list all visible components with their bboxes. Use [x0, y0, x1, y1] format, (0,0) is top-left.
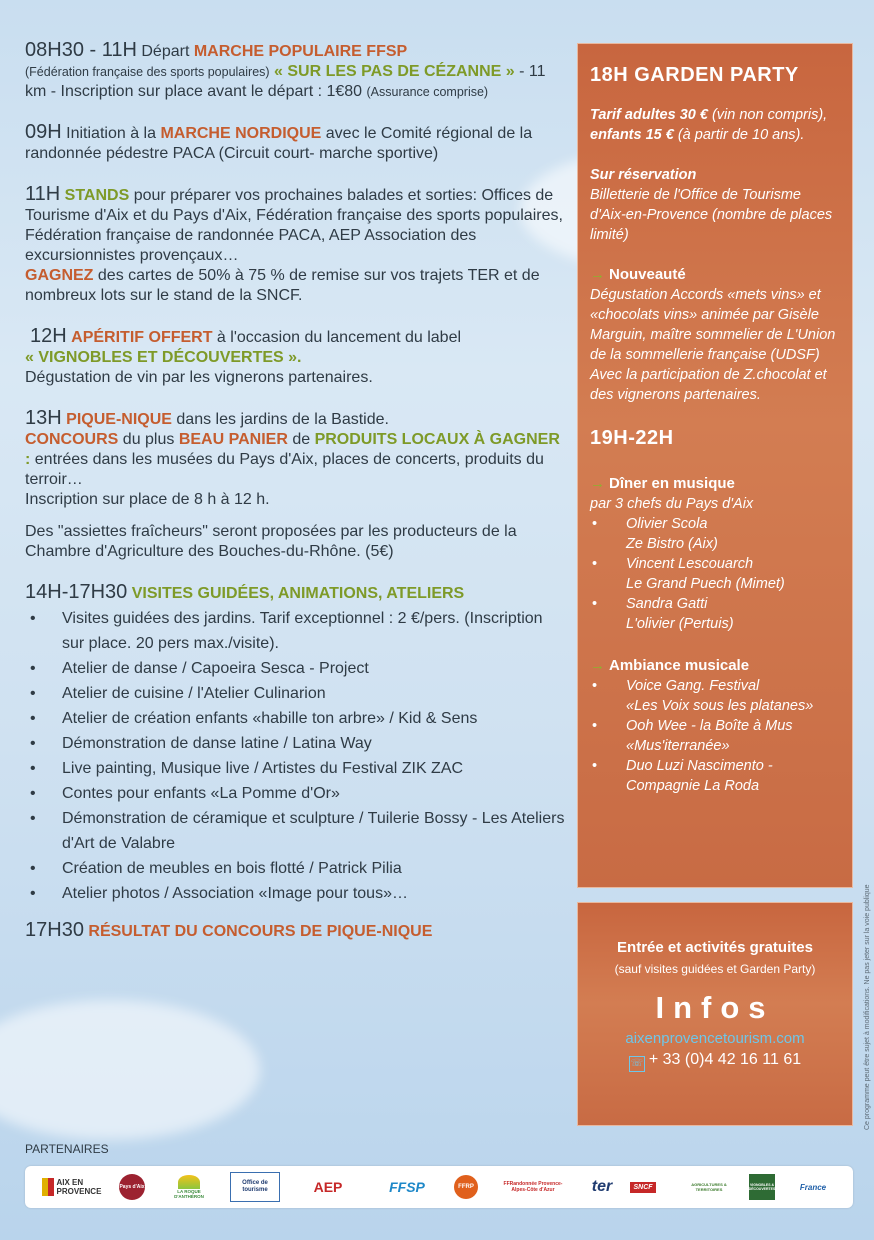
list-item: • Duo Luzi Nascimento - — [592, 758, 773, 774]
list-item: • Atelier de danse / Capoeira Sesca - Project — [25, 656, 565, 681]
reservation-title: Sur réservation — [590, 167, 697, 183]
text: Nouveauté — [609, 266, 686, 283]
logo-text: AGRICULTURES & TERRITOIRES — [691, 1182, 727, 1192]
text: de — [287, 431, 315, 448]
list-item: • Ooh Wee - la Boîte à Mus — [592, 718, 793, 734]
text: Dégustation de vin par les vignerons partenaires. — [25, 369, 373, 386]
text: pour préparer vos prochaines balades et sorties: Offices de Tourisme d'Aix et du Pays d'Aix, Fédération française des sports populaires, Fédération française de randonnée PACA, AEP Association des excursionnistes provençaux… — [25, 187, 563, 264]
text: (Assurance comprise) — [366, 85, 489, 99]
phone-number[interactable]: + 33 (0)4 42 16 11 61 — [648, 1051, 802, 1068]
logo-text: AIX EN PROVENCE — [56, 1178, 102, 1196]
text: Voice Gang. Festival — [626, 678, 760, 694]
list-item: • Live painting, Musique live / Artistes du Festival ZIK ZAC — [25, 756, 565, 781]
phone-icon: ☏ — [629, 1056, 645, 1072]
text: Départ — [136, 43, 194, 60]
arrow-right-icon: → — [590, 657, 605, 674]
block-0830 — [25, 40, 565, 102]
block-13h — [25, 408, 565, 510]
list-item — [590, 736, 840, 756]
highlight: RÉSULTAT DU CONCOURS DE PIQUE-NIQUE — [88, 923, 433, 940]
block-11h — [25, 184, 565, 306]
list-item: • Démonstration de danse latine / Latina Way — [25, 731, 565, 756]
text: Duo Luzi Nascimento - — [626, 758, 773, 774]
text: Initiation à la — [61, 125, 161, 142]
block-12h — [25, 326, 565, 388]
highlight: MARCHE POPULAIRE FFSP — [193, 43, 408, 60]
logo-roque — [168, 1172, 210, 1202]
text: enfants 15 € — [590, 127, 674, 143]
sun-icon — [178, 1175, 200, 1189]
ambiance-heading — [590, 656, 840, 676]
block-14h — [25, 582, 565, 906]
block-1730 — [25, 920, 565, 942]
partner-logo-bar — [25, 1166, 853, 1208]
time-label: 14H-17H30 — [25, 581, 128, 603]
text: à l'occasion du lancement du label — [212, 329, 462, 346]
logo-pays-aix — [117, 1172, 147, 1202]
text: Vincent Lescouarch — [626, 556, 754, 572]
highlight: VISITES GUIDÉES, ANIMATIONS, ATELIERS — [131, 585, 465, 602]
list-item: • Démonstration de céramique et sculpture / Tuilerie Bossy - Les Ateliers d'Art de Valabre — [25, 806, 565, 856]
garden-party-panel — [577, 43, 853, 888]
list-item: • Vincent Lescouarch — [592, 556, 754, 572]
logo-text: LA ROQUE D'ANTHÉRON — [174, 1189, 204, 1199]
logo-office-tourisme — [230, 1172, 280, 1202]
logo-sncf — [629, 1172, 657, 1202]
text: Le Grand Puech (Mimet) — [626, 576, 785, 592]
panel-title: 18H GARDEN PARTY — [590, 64, 799, 86]
text: (Fédération française des sports populaires) — [25, 65, 270, 79]
logo-ffsp: FFSP — [389, 1179, 425, 1195]
info-panel — [577, 902, 853, 1126]
highlight: « SUR LES PAS DE CÉZANNE » — [269, 63, 515, 80]
block-09h — [25, 122, 565, 164]
list-item — [590, 534, 840, 554]
text: Tarif adultes 30 € — [590, 107, 708, 123]
diner-heading — [590, 474, 840, 494]
highlight: APÉRITIF OFFERT — [71, 329, 213, 346]
program-column — [25, 40, 565, 962]
shield-icon — [42, 1178, 54, 1196]
side-note-text: Ce programme peut être sujet à modifications. Ne pas jeter sur la voie publique — [864, 884, 871, 1130]
highlight: CONCOURS — [25, 431, 119, 448]
logo-ffrandonnee — [503, 1172, 563, 1202]
activity-list — [25, 606, 565, 906]
logo-vignobles — [747, 1172, 777, 1202]
text: - 11 km - Inscription sur place avant le départ : 1€80 — [25, 63, 546, 100]
list-item: • Olivier Scola — [592, 516, 708, 532]
phone-line — [578, 1051, 852, 1072]
text: Olivier Scola — [626, 516, 708, 532]
text: «Les Voix sous les platanes» — [626, 698, 814, 714]
logo-text: SNCF — [630, 1182, 655, 1193]
text: entrées dans les musées du Pays d'Aix, places de concerts, produits du terroir… — [25, 451, 544, 488]
website-link[interactable]: aixenprovencetourism.com — [625, 1030, 805, 1047]
text: Ze Bistro (Aix) — [626, 536, 718, 552]
tarif-text — [590, 105, 840, 145]
list-item: • Création de meubles en bois flotté / Patrick Pilia — [25, 856, 565, 881]
side-note — [858, 830, 870, 1130]
chef-list — [578, 514, 852, 634]
logo-text: FFRP — [454, 1175, 478, 1199]
nouveaute-heading — [590, 265, 840, 285]
text: «Mus'iterranée» — [626, 738, 730, 754]
time-label: 13H — [25, 407, 62, 429]
text: Sandra Gatti — [626, 596, 708, 612]
logo-text: VIGNOBLES & DÉCOUVERTES — [749, 1174, 775, 1200]
text: avec le Comité régional de la randonnée pédestre PACA (Circuit court- marche sportive) — [25, 125, 533, 162]
text: Ooh Wee - la Boîte à Mus — [626, 718, 793, 734]
text: Dîner en musique — [609, 475, 735, 492]
text: Compagnie La Roda — [626, 778, 760, 794]
reservation-text: Billetterie de l'Office de Tourisme d'Aix-en-Provence (nombre de places limité) — [590, 187, 833, 243]
logo-aep: AEP — [313, 1179, 343, 1195]
text: Inscription sur place de 8 h à 12 h. — [25, 491, 270, 508]
text: Des "assiettes fraîcheurs" seront proposées par les producteurs de la Chambre d'Agriculture des Bouches-du-Rhône. (5€) — [25, 523, 517, 560]
nouveaute-text: Dégustation Accords «mets vins» et «chocolats vins» animée par Gisèle Marguin, maître sommelier de L'Union de la sommellerie française (UDSF) Avec la participation de Z.chocolat et des vignerons partenaires. — [590, 287, 836, 403]
time-1922: 19H-22H — [590, 427, 674, 449]
block-assiettes — [25, 522, 565, 562]
text: Ambiance musicale — [609, 657, 750, 674]
highlight: STANDS — [60, 187, 130, 204]
list-item — [590, 614, 840, 634]
time-label: 09H — [25, 121, 62, 143]
music-list — [578, 676, 852, 796]
list-item: • Sandra Gatti — [592, 596, 708, 612]
list-item — [590, 696, 840, 716]
highlight: GAGNEZ — [25, 267, 94, 284]
highlight: « VIGNOBLES ET DÉCOUVERTES ». — [25, 349, 302, 366]
logo-aix — [39, 1172, 102, 1202]
text: (vin non compris), — [707, 107, 828, 123]
partners-label: PARTENAIRES — [25, 1142, 109, 1156]
list-item: • Voice Gang. Festival — [592, 678, 760, 694]
highlight: MARCHE NORDIQUE — [160, 125, 322, 142]
time-label: 11H — [25, 183, 61, 205]
free-entry-note: (sauf visites guidées et Garden Party) — [614, 962, 816, 976]
logo-agricultures — [687, 1172, 731, 1202]
highlight: PIQUE-NIQUE — [66, 411, 172, 428]
text: dans les jardins de la Bastide. — [171, 411, 389, 428]
highlight: PRODUITS LOCAUX À GAGNER : — [25, 431, 560, 468]
list-item — [590, 574, 840, 594]
arrow-right-icon: → — [590, 266, 605, 283]
list-item: • Atelier de création enfants «habille ton arbre» / Kid & Sens — [25, 706, 565, 731]
infos-heading: Infos — [655, 990, 775, 1025]
logo-text: Pays d'Aix — [119, 1174, 145, 1200]
list-item: • Atelier de cuisine / l'Atelier Culinarion — [25, 681, 565, 706]
logo-france: France — [799, 1182, 827, 1192]
free-entry: Entrée et activités gratuites — [617, 939, 813, 956]
diner-subtitle: par 3 chefs du Pays d'Aix — [590, 496, 754, 512]
text: du plus — [118, 431, 179, 448]
time-label: 17H30 — [25, 919, 84, 941]
list-item: • Atelier photos / Association «Image pour tous»… — [25, 881, 565, 906]
text: (à partir de 10 ans). — [673, 127, 805, 143]
arrow-right-icon: → — [590, 475, 605, 492]
logo-ter: ter — [591, 1178, 613, 1195]
text: L'olivier (Pertuis) — [626, 616, 734, 632]
logo-text: FFRandonnée Provence-Alpes-Côte d'Azur — [503, 1181, 563, 1193]
time-label: 08H30 - 11H — [25, 39, 137, 61]
list-item — [590, 776, 840, 796]
list-item: • Visites guidées des jardins. Tarif exceptionnel : 2 €/pers. (Inscription sur place. 20 pers max./visite). — [25, 606, 565, 656]
logo-ffrp — [451, 1172, 481, 1202]
text: des cartes de 50% à 75 % de remise sur vos trajets TER et de nombreux lots sur le stand de la SNCF. — [25, 267, 540, 304]
time-label: 12H — [30, 325, 67, 347]
logo-text: Office de tourisme — [242, 1180, 268, 1193]
list-item: • Contes pour enfants «La Pomme d'Or» — [25, 781, 565, 806]
highlight: BEAU PANIER — [178, 431, 288, 448]
